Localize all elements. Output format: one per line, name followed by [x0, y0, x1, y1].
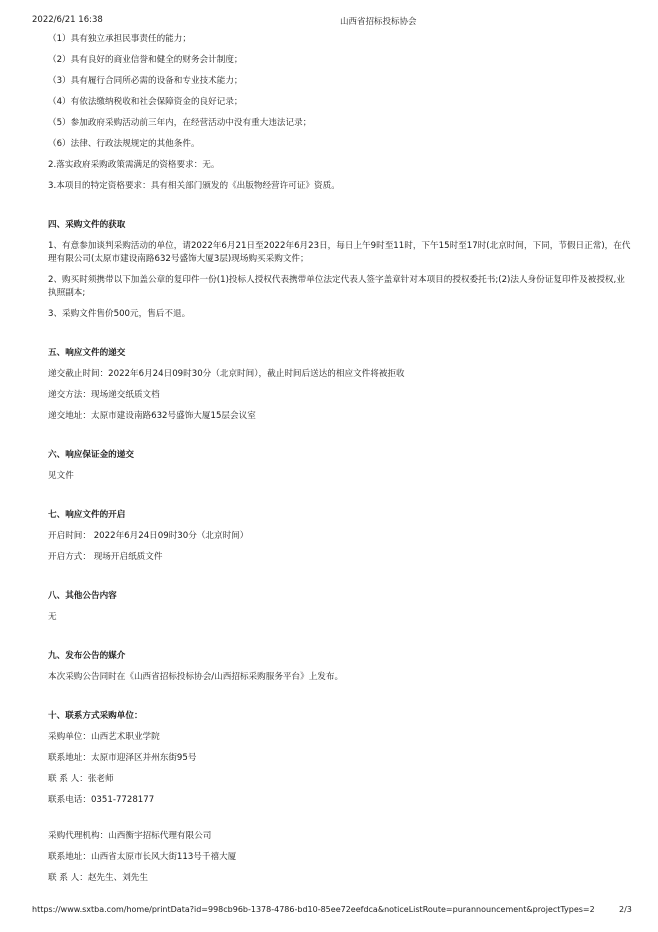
buyer-address: 联系地址：太原市迎泽区并州东街95号: [48, 753, 197, 763]
print-datetime: 2022/6/21 16:38: [32, 15, 103, 25]
qualification-item: （1）具有独立承担民事责任的能力；: [48, 34, 191, 44]
section-4-title: 四、采购文件的获取: [48, 220, 126, 230]
agent-address: 联系地址：山西省太原市长风大街113号千禧大厦: [48, 852, 237, 862]
section-7-title: 七、响应文件的开启: [48, 510, 126, 520]
section-5-address: 递交地址：太原市建设南路632号盛饰大厦15层会议室: [48, 411, 256, 421]
qualification-item: （2）具有良好的商业信誉和健全的财务会计制度；: [48, 55, 243, 65]
section-6-title: 六、响应保证金的递交: [48, 450, 134, 460]
agent-name: 采购代理机构：山西衡宇招标代理有限公司: [48, 831, 212, 841]
section-4-p2: 2、购买时须携带以下加盖公章的复印件一份(1)投标人授权代表携带单位法定代表人签字盖章针对本项目的授权委托书;(2)法人身份证复印件及被授权,业执照副本;: [48, 275, 625, 298]
section-8-title: 八、其他公告内容: [48, 591, 117, 601]
qualification-item: （3）具有履行合同所必需的设备和专业技术能力；: [48, 76, 243, 86]
section-9-text: 本次采购公告同时在《山西省招标投标协会/山西招标采购服务平台》上发布。: [48, 672, 344, 682]
buyer-contact: 联 系 人：张老师: [48, 774, 114, 784]
section-5-deadline: 递交截止时间：2022年6月24日09时30分（北京时间），截止时间后送达的相应文件将被拒收: [48, 369, 405, 379]
section-7-method: 开启方式： 现场开启纸质文件: [48, 552, 163, 562]
section-8-text: 无: [48, 612, 57, 622]
qualification-item: （6）法律、行政法规规定的其他条件。: [48, 139, 200, 149]
section-10-title: 十、联系方式采购单位：: [48, 711, 143, 721]
specific-requirement: 3.本项目的特定资格要求：具有相关部门颁发的《出版物经营许可证》资质。: [48, 181, 340, 191]
section-7-time: 开启时间： 2022年6月24日09时30分（北京时间）: [48, 531, 249, 541]
section-4-p3: 3、采购文件售价500元，售后不退。: [48, 309, 191, 319]
policy-requirement: 2.落实政府采购政策需满足的资格要求：无。: [48, 160, 220, 170]
section-9-title: 九、发布公告的媒介: [48, 651, 126, 661]
section-4-p1: 1、有意参加谈判采购活动的单位，请2022年6月21日至2022年6月23日，每日上午9时至11时，下午15时至17时(北京时间，下同，节假日正常)，在代理有限公司(太原市建设南路632号盛饰大厦3层)现场购买采购文件；: [48, 241, 631, 264]
buyer-name: 采购单位：山西艺术职业学院: [48, 732, 160, 742]
document-body: [48, 33, 633, 893]
print-site-title: 山西省招标投标协会: [340, 17, 417, 27]
buyer-phone: 联系电话：0351-7728177: [48, 795, 155, 805]
section-6-text: 见文件: [48, 471, 74, 481]
agent-contact: 联 系 人：赵先生、刘先生: [48, 873, 148, 883]
section-5-method: 递交方法：现场递交纸质文档: [48, 390, 160, 400]
print-url: https://www.sxtba.com/home/printData?id=998cb96b-1378-4786-bd10-85ee72eefdca&noticeListRoute=purannouncement&projectTypes=2: [32, 905, 595, 914]
qualification-item: （4）有依法缴纳税收和社会保障资金的良好记录；: [48, 97, 243, 107]
qualification-item: （5）参加政府采购活动前三年内，在经营活动中没有重大违法记录；: [48, 118, 312, 128]
section-5-title: 五、响应文件的递交: [48, 348, 126, 358]
qualification-list: [48, 33, 633, 151]
page-number: 2/3: [619, 905, 632, 914]
